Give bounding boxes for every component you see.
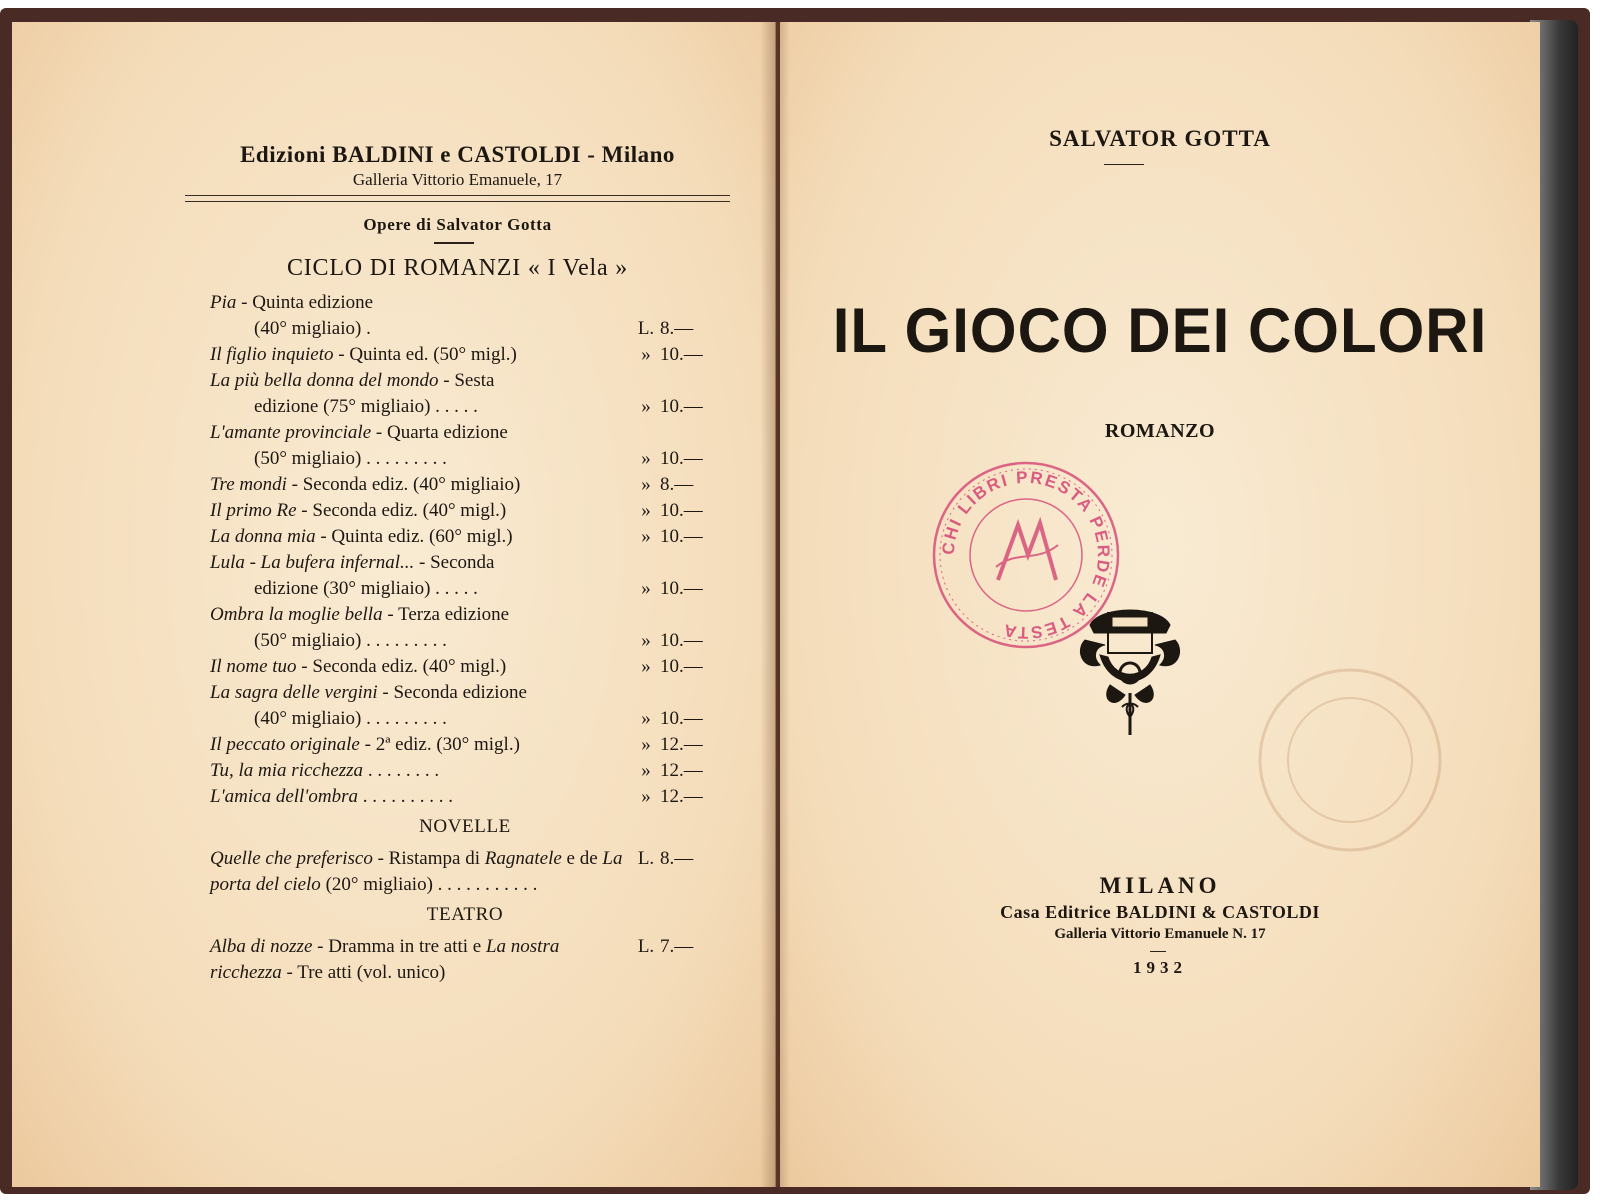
book-entry: [210, 784, 720, 810]
book-currency: »: [641, 708, 651, 729]
book-detail: edizione (30° migliaio) . . . . .: [254, 578, 478, 599]
book-separator: -: [296, 500, 313, 521]
book-title: Pia: [210, 292, 237, 313]
book-edition: . . . . . . . . . .: [357, 786, 453, 807]
novelle-entry: [210, 846, 720, 898]
title-page-address: Galleria Vittorio Emanuele N. 17: [1054, 926, 1266, 942]
book-currency: »: [641, 786, 651, 807]
teatro-text1: - Dramma in tre atti e: [312, 936, 486, 957]
novelle-price: 8.—: [660, 848, 694, 869]
book-title: La più bella donna del mondo: [210, 370, 439, 391]
book-separator: -: [438, 370, 455, 391]
book-detail: (50° migliaio) . . . . . . . . .: [254, 630, 447, 651]
book-currency: »: [641, 734, 651, 755]
book-currency: »: [641, 578, 651, 599]
book-price: 10.—: [660, 344, 703, 365]
book-currency: »: [641, 630, 651, 651]
teatro-currency: L.: [637, 936, 655, 957]
book-entry: [210, 420, 720, 472]
book-price: 10.—: [660, 630, 703, 651]
book-edition: Quinta ed. (50° migl.): [349, 344, 517, 365]
book-edition: Seconda ediz. (40° migl.): [312, 656, 507, 677]
book-currency: L.: [637, 318, 655, 339]
book-title: Il peccato originale: [210, 734, 360, 755]
teatro-heading: TEATRO: [426, 904, 504, 925]
book-entry: [210, 732, 720, 758]
book-title: La donna mia: [210, 526, 316, 547]
book-entry: [210, 680, 720, 732]
title-page-publisher: Casa Editrice BALDINI & CASTOLDI: [1000, 902, 1320, 922]
book-separator: -: [296, 656, 313, 677]
teatro-price: 7.—: [660, 936, 694, 957]
book-edition: Seconda edizione: [393, 682, 527, 703]
book-entry: [210, 602, 720, 654]
book-title: L'amante provinciale: [210, 422, 372, 443]
book-edition: Seconda ediz. (40° migl.): [312, 500, 507, 521]
novelle-text1: - Ristampa di: [372, 848, 485, 869]
teatro-title2: La nostra ricchezza: [210, 936, 560, 983]
works-title-rule: [434, 242, 474, 244]
novelle-title2: Ragnatele: [484, 848, 562, 869]
publisher-address: Galleria Vittorio Emanuele, 17: [352, 170, 563, 189]
book-detail: (40° migliaio) . . . . . . . . .: [254, 708, 447, 729]
book-entry: [210, 290, 720, 342]
teatro-title: Alba di nozze: [210, 936, 313, 957]
book-edition: Quarta edizione: [386, 422, 508, 443]
book-edition: 2ª ediz. (30° migl.): [375, 734, 520, 755]
book-list: [210, 290, 720, 810]
book-price: 10.—: [660, 526, 703, 547]
book-separator: -: [333, 344, 350, 365]
book-price: 12.—: [660, 760, 703, 781]
book-edition: Seconda: [430, 552, 495, 573]
book-entry: [210, 368, 720, 420]
header-rule: [185, 195, 730, 202]
book-title: Tre mondi: [210, 474, 287, 495]
book-edition: . . . . . . . .: [363, 760, 440, 781]
embossed-seal: [1250, 660, 1450, 860]
book-price: 12.—: [660, 734, 703, 755]
book-price: 10.—: [660, 396, 703, 417]
novelle-title3: La porta del cielo: [210, 848, 623, 895]
cycle-title: CICLO DI ROMANZI « I Vela »: [286, 255, 629, 281]
book-separator: -: [315, 526, 332, 547]
book-edition: Sesta: [454, 370, 495, 391]
book-entry: [210, 654, 720, 680]
publisher-emblem: [1070, 595, 1190, 745]
book-title: IL GIOCO DEI COLORI: [832, 295, 1488, 366]
book-entry: [210, 472, 720, 498]
book-separator: -: [371, 422, 387, 443]
book-currency: »: [641, 396, 651, 417]
publisher-name: Edizioni BALDINI e CASTOLDI - Milano: [240, 142, 675, 167]
book-edition: Quinta edizione: [252, 292, 374, 313]
book-edition: Terza edizione: [398, 604, 510, 625]
book-currency: »: [641, 344, 651, 365]
book-separator: -: [382, 604, 399, 625]
book-title: Tu, la mia ricchezza: [210, 760, 364, 781]
book-separator: -: [286, 474, 303, 495]
book-title: L'amica dell'ombra: [210, 786, 358, 807]
author-name: SALVATOR GOTTA: [1049, 126, 1271, 151]
book-title: Ombra la moglie bella: [210, 604, 383, 625]
book-edition: Quinta ediz. (60° migl.): [331, 526, 513, 547]
book-detail: edizione (75° migliaio) . . . . .: [254, 396, 478, 417]
publication-year: 1932: [1133, 958, 1187, 977]
book-price: 10.—: [660, 708, 703, 729]
book-gutter: [760, 22, 790, 1187]
book-title: Lula - La bufera infernal...: [210, 552, 415, 573]
book-currency: »: [641, 760, 651, 781]
novelle-title: Quelle che preferisco: [210, 848, 373, 869]
novelle-text3: (20° migliaio) . . . . . . . . . . .: [320, 874, 538, 895]
book-title: Il primo Re: [210, 500, 297, 521]
book-entry: [210, 524, 720, 550]
book-price: 10.—: [660, 578, 703, 599]
book-detail: (40° migliaio) .: [254, 318, 371, 339]
book-title: La sagra delle vergini: [210, 682, 378, 703]
book-price: 12.—: [660, 786, 703, 807]
book-separator: -: [414, 552, 431, 573]
book-separator: -: [236, 292, 253, 313]
works-title: Opere di Salvator Gotta: [363, 215, 552, 234]
book-entry: [210, 498, 720, 524]
teatro-entry: [210, 934, 720, 986]
book-currency: »: [641, 448, 651, 469]
book-currency: »: [641, 474, 651, 495]
publisher-header: [185, 142, 730, 190]
year-rule: [1150, 951, 1166, 952]
book-separator: -: [359, 734, 376, 755]
novelle-heading: NOVELLE: [419, 816, 511, 837]
book-currency: »: [641, 500, 651, 521]
book-title: Il nome tuo: [210, 656, 297, 677]
book-detail: (50° migliaio) . . . . . . . . .: [254, 448, 447, 469]
book-price: 8.—: [660, 318, 694, 339]
book-separator: -: [377, 682, 394, 703]
book-currency: »: [641, 656, 651, 677]
teatro-text2: - Tre atti (vol. unico): [281, 962, 446, 983]
book-price: 10.—: [660, 500, 703, 521]
book-price: 8.—: [660, 474, 694, 495]
novelle-currency: L.: [637, 848, 655, 869]
book-entry: [210, 342, 720, 368]
publication-city: MILANO: [1099, 873, 1221, 898]
book-entry: [210, 758, 720, 784]
works-list: [210, 290, 720, 986]
book-price: 10.—: [660, 656, 703, 677]
book-entry: [210, 550, 720, 602]
book-title: Il figlio inquieto: [210, 344, 334, 365]
novelle-text2: e de: [561, 848, 603, 869]
book-edition: Seconda ediz. (40° migliaio): [302, 474, 521, 495]
stamp-text: CHI LIBRI PRESTA PERDE LA TESTA: [938, 467, 1114, 643]
genre-label: ROMANZO: [1104, 420, 1216, 442]
book-currency: »: [641, 526, 651, 547]
book-price: 10.—: [660, 448, 703, 469]
author-rule: [1104, 164, 1144, 165]
